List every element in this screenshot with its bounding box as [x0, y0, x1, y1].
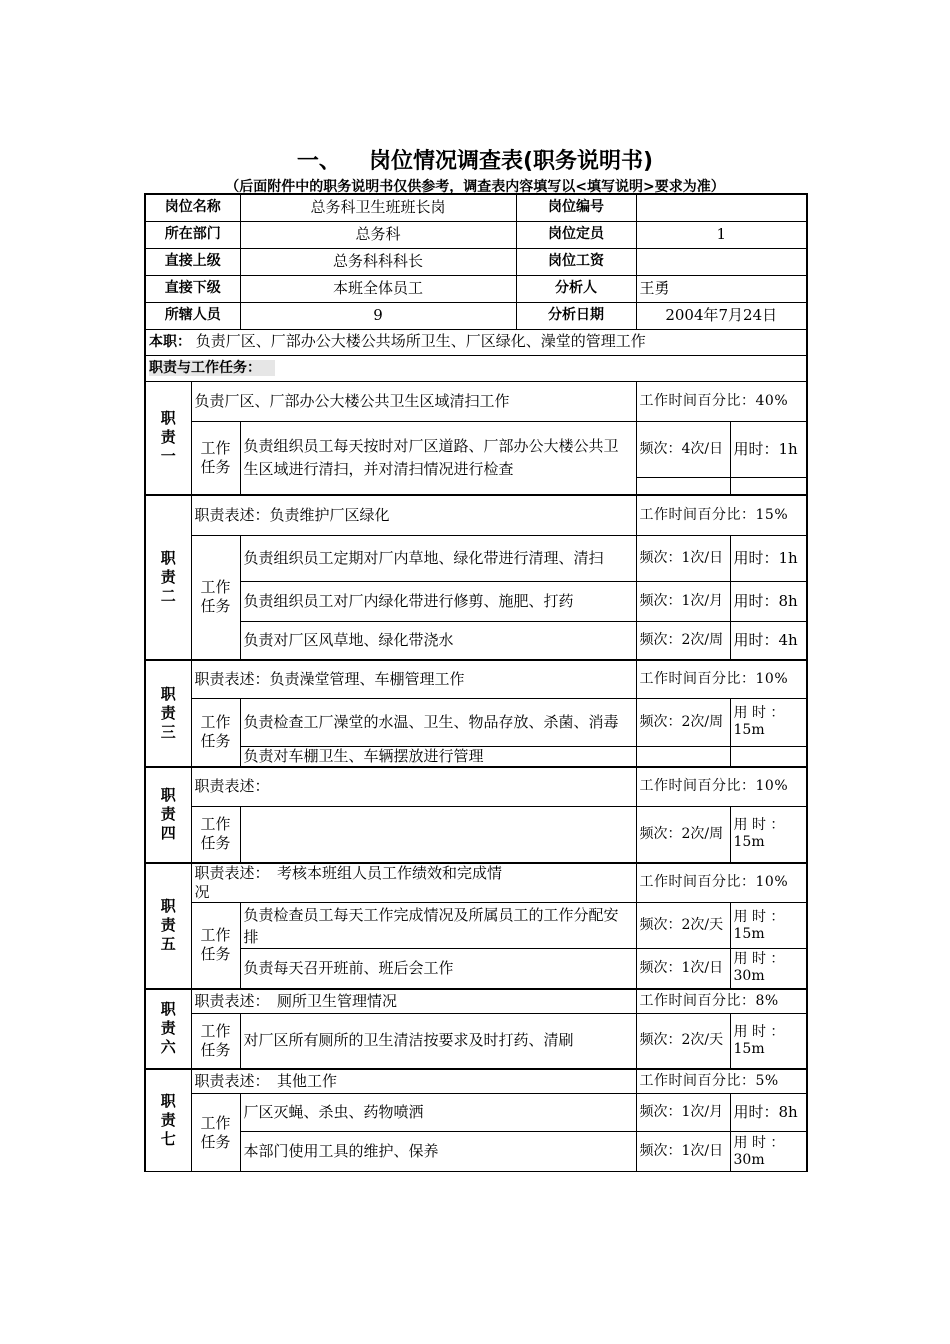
task-label: 工作任务: [191, 698, 240, 767]
info-value: 总务科: [240, 221, 516, 248]
duty-name: [145, 660, 191, 767]
task-label: 工作任务: [191, 1094, 240, 1172]
info-label: 岗位定员: [516, 221, 636, 248]
duty-percent: 工作时间百分比：10%: [636, 660, 807, 698]
duty-row: [145, 495, 807, 535]
task-frequency: 频次：1次/日: [636, 949, 730, 989]
info-row: [145, 275, 807, 302]
task-label: 工作任务: [191, 1014, 240, 1069]
mission-text: 负责厂区、厂部办公大楼公共场所卫生、厂区绿化、澡堂的管理工作: [195, 332, 646, 350]
duty-name: [145, 381, 191, 495]
task-label: 工作任务: [191, 535, 240, 660]
info-label: 所在部门: [145, 221, 240, 248]
info-value: 2004年7月24日: [636, 302, 807, 329]
task-row: [145, 621, 807, 660]
task-text: 厂区灭蝇、杀虫、药物喷洒: [240, 1094, 636, 1132]
duty-description: 职责表述：: [191, 767, 516, 807]
task-frequency: 频次：2次/天: [636, 903, 730, 949]
duty-percent: 工作时间百分比：15%: [636, 495, 807, 535]
duties-label: 职责与工作任务：: [149, 360, 275, 376]
task-time: 用时：8h: [730, 1094, 807, 1132]
task-label: 工作任务: [191, 903, 240, 989]
info-value: 9: [240, 302, 516, 329]
task-time: 用 时 ：15m: [730, 698, 807, 746]
title-number: 一、: [296, 149, 341, 174]
duty-description: 职责表述：负责维护厂区绿化: [191, 495, 516, 535]
duty-name: [145, 989, 191, 1069]
task-text: 本部门使用工具的维护、保养: [240, 1132, 636, 1172]
task-text: 负责每天召开班前、班后会工作: [240, 949, 636, 989]
info-label: 直接下级: [145, 275, 240, 302]
mission-row: [145, 329, 807, 355]
info-label: 岗位工资: [516, 248, 636, 275]
duty-name: [145, 863, 191, 989]
job-survey-table: [144, 193, 808, 1172]
duty-percent: 工作时间百分比：40%: [636, 381, 807, 421]
task-text: 负责检查员工每天工作完成情况及所属员工的工作分配安排: [240, 903, 636, 949]
task-time: 用时：1h: [730, 535, 807, 581]
task-frequency: 频次：2次/周: [636, 621, 730, 660]
task-row: [145, 903, 807, 949]
task-frequency: 频次：1次/日: [636, 1132, 730, 1172]
info-row: [145, 248, 807, 275]
task-frequency: 频次：4次/日: [636, 421, 730, 477]
task-time: 用 时 ：15m: [730, 903, 807, 949]
task-row: [145, 807, 807, 863]
duties-header-row: [145, 355, 807, 381]
duty-row: [145, 1069, 807, 1094]
info-label: 所辖人员: [145, 302, 240, 329]
task-time: 用 时 ：15m: [730, 1014, 807, 1069]
info-value: [636, 248, 807, 275]
task-frequency: 频次：2次/周: [636, 807, 730, 863]
info-value: 1: [636, 221, 807, 248]
task-time: [730, 746, 807, 767]
duty-name-text: 职责七: [160, 1091, 176, 1148]
duty-name: [145, 495, 191, 660]
task-frequency: 频次：1次/月: [636, 1094, 730, 1132]
duty-name-text: 职责四: [160, 786, 176, 842]
task-row: [145, 535, 807, 581]
duty-description: 职责表述： 其他工作: [191, 1069, 516, 1094]
duty-description: 职责表述： 厕所卫生管理情况: [191, 989, 516, 1014]
task-label: 工作任务: [191, 807, 240, 863]
task-frequency: [636, 746, 730, 767]
duty-name-text: 职责六: [160, 1000, 176, 1056]
duty-percent: 工作时间百分比：5%: [636, 1069, 807, 1094]
duty-name: [145, 1069, 191, 1172]
duty-row: [145, 989, 807, 1014]
task-row: [145, 1014, 807, 1069]
duty-percent: 工作时间百分比：8%: [636, 989, 807, 1014]
task-text: 负责检查工厂澡堂的水温、卫生、物品存放、杀菌、消毒: [240, 698, 636, 746]
title-text: 岗位情况调查表(职务说明书): [368, 149, 654, 174]
task-time: 用 时 ：30m: [730, 949, 807, 989]
info-label: 直接上级: [145, 248, 240, 275]
duty-name-text: 职责五: [160, 897, 176, 953]
task-text: 负责对厂区风草地、绿化带浇水: [240, 621, 636, 660]
task-row: [145, 698, 807, 746]
duty-description: 职责表述：负责澡堂管理、车棚管理工作: [191, 660, 516, 698]
task-frequency: 频次：2次/周: [636, 698, 730, 746]
task-row: [145, 421, 807, 477]
info-value: 总务科科科长: [240, 248, 516, 275]
page-subtitle: （后面附件中的职务说明书仅供参考，调查表内容填写以<填写说明>要求为准）: [225, 179, 725, 195]
task-text: 对厂区所有厕所的卫生清洁按要求及时打药、清刷: [240, 1014, 636, 1069]
info-label: 岗位名称: [145, 194, 240, 221]
duty-row: [145, 767, 807, 807]
task-text: 负责组织员工定期对厂内草地、绿化带进行清理、清扫: [240, 535, 636, 581]
task-text: 负责对车棚卫生、车辆摆放进行管理: [240, 746, 636, 767]
page-title: [0, 144, 950, 175]
info-row: [145, 194, 807, 221]
info-row: [145, 302, 807, 329]
task-time: 用 时 ：15m: [730, 807, 807, 863]
duty-percent: 工作时间百分比：10%: [636, 863, 807, 903]
task-row: [145, 746, 807, 767]
info-value: 本班全体员工: [240, 275, 516, 302]
info-value: [636, 194, 807, 221]
duty-name: [145, 767, 191, 863]
info-value: 总务科卫生班班长岗: [240, 194, 516, 221]
task-text: 负责组织员工每天按时对厂区道路、厂部办公大楼公共卫生区域进行清扫，并对清扫情况进行检查: [240, 421, 636, 495]
info-label: 岗位编号: [516, 194, 636, 221]
task-row: [145, 581, 807, 621]
task-row: [145, 949, 807, 989]
task-label: 工作任务: [191, 421, 240, 495]
task-time: 用时：4h: [730, 621, 807, 660]
info-label: 分析日期: [516, 302, 636, 329]
duty-description: 职责表述： 考核本班组人员工作绩效和完成情况: [191, 863, 516, 903]
duty-row: [145, 863, 807, 903]
info-row: [145, 221, 807, 248]
task-time: 用时：8h: [730, 581, 807, 621]
info-label: 分析人: [516, 275, 636, 302]
duty-description: 负责厂区、厂部办公大楼公共卫生区域清扫工作: [191, 381, 516, 421]
info-value: 王勇: [636, 275, 807, 302]
task-frequency: 频次：2次/天: [636, 1014, 730, 1069]
mission-label: 本职：: [149, 334, 191, 350]
task-text: 负责组织员工对厂内绿化带进行修剪、施肥、打药: [240, 581, 636, 621]
duty-name-text: 职责一: [160, 409, 176, 466]
task-time: 用 时 ：30m: [730, 1132, 807, 1172]
task-row: [145, 1132, 807, 1172]
task-row: [145, 1094, 807, 1132]
duty-name-text: 职责二: [160, 549, 176, 605]
duty-row: [145, 381, 807, 421]
duty-percent: 工作时间百分比：10%: [636, 767, 807, 807]
duty-name-text: 职责三: [160, 684, 176, 741]
task-text: [240, 807, 636, 863]
task-frequency: 频次：1次/日: [636, 535, 730, 581]
task-time: 用时：1h: [730, 421, 807, 477]
task-frequency: 频次：1次/月: [636, 581, 730, 621]
duty-row: [145, 660, 807, 698]
